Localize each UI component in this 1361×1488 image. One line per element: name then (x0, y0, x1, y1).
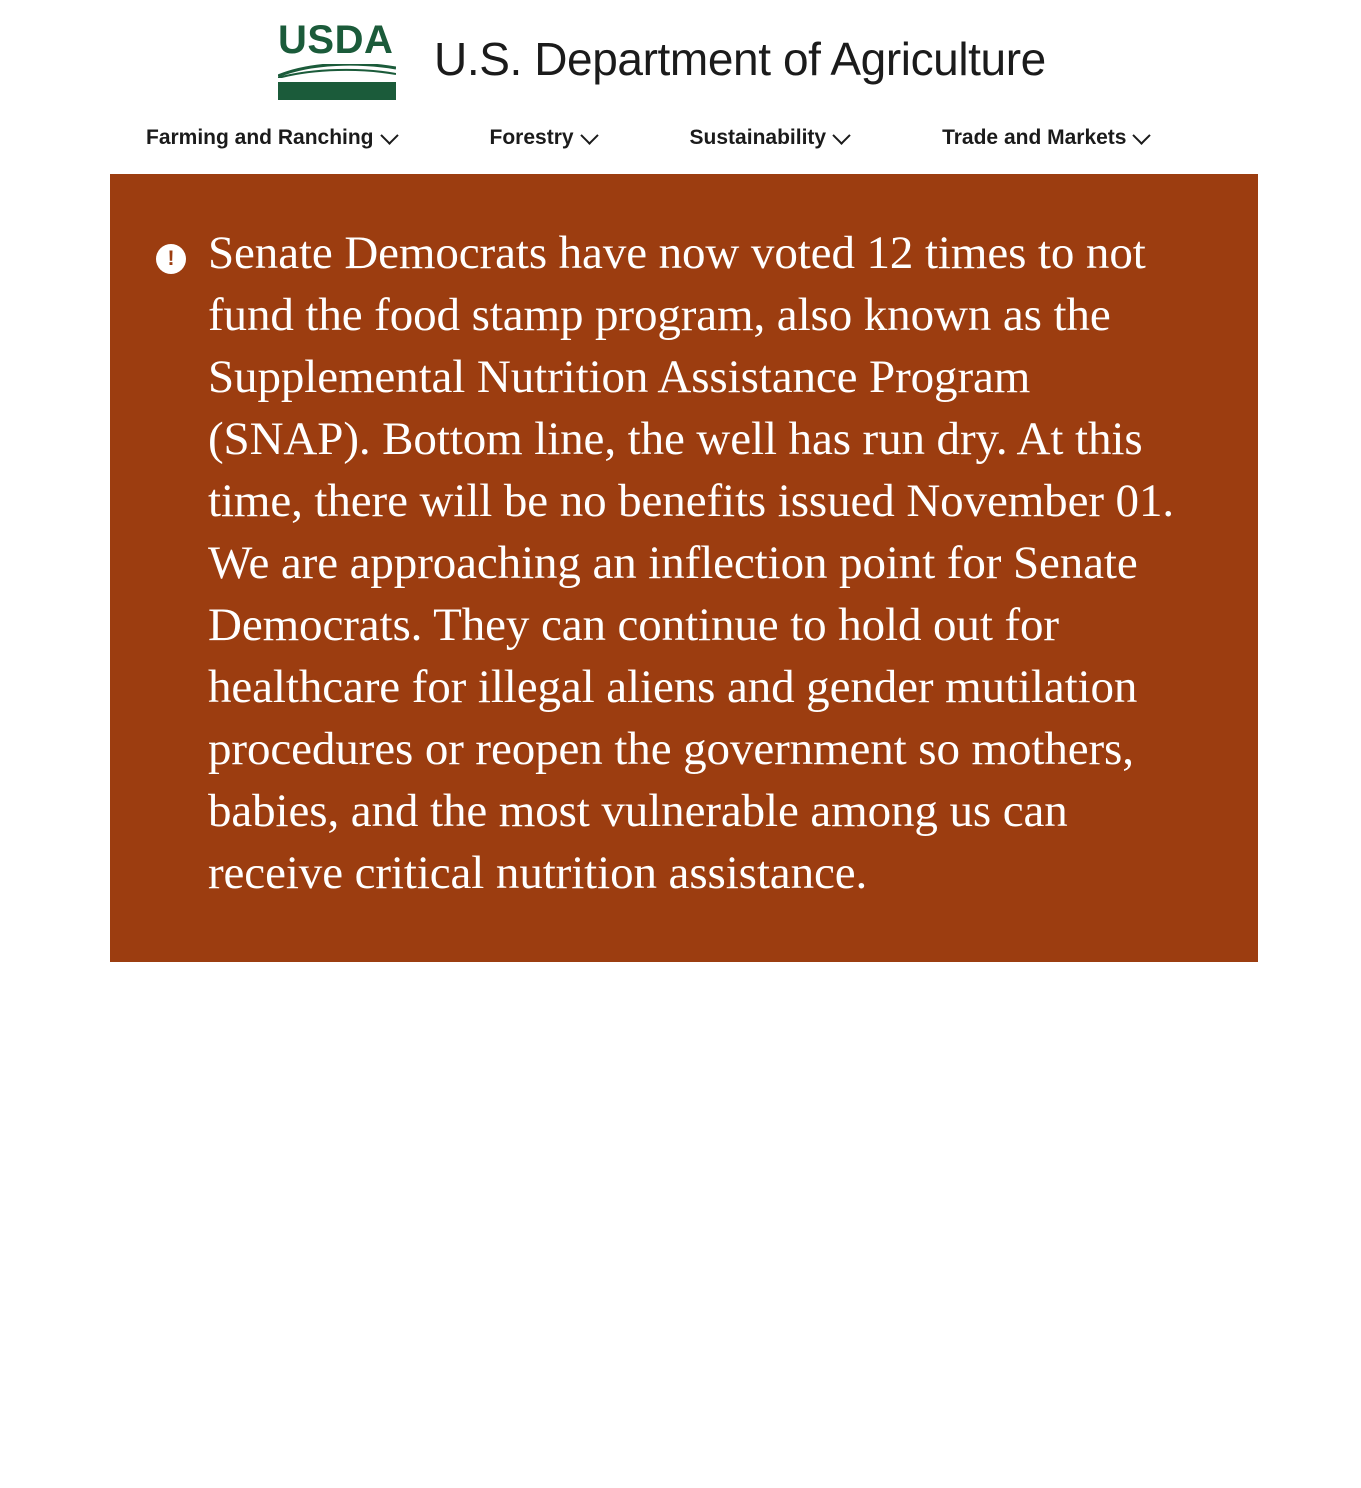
site-header (0, 0, 1361, 174)
usda-logo-bar (278, 82, 396, 100)
nav-item-sustainability[interactable] (690, 126, 849, 150)
nav-item-forestry[interactable] (490, 126, 596, 150)
usda-logo-icon[interactable] (276, 18, 400, 100)
nav-item-label: Trade and Markets (942, 126, 1127, 149)
nav-item-label: Forestry (489, 126, 574, 149)
usda-logo-wordmark: USDA (278, 18, 394, 62)
nav-item-farming-and-ranching[interactable] (146, 126, 396, 150)
nav-item-label: Farming and Ranching (146, 126, 374, 149)
chevron-down-icon (1133, 126, 1151, 144)
chevron-down-icon (832, 126, 850, 144)
page-title: U.S. Department of Agriculture (434, 33, 1046, 85)
nav-item-trade-and-markets[interactable] (942, 126, 1148, 150)
usda-logo-swoosh (278, 64, 396, 78)
chevron-down-icon (380, 126, 398, 144)
chevron-down-icon (580, 126, 598, 144)
exclamation-icon: ! (156, 244, 186, 274)
site-alert-banner (110, 174, 1258, 962)
alert-message: Senate Democrats have now voted 12 times to not fund the food stamp program, also known as the Supplemental Nutrition Assistance Program (SNAP). Bottom line, the well has run dry. At this time, there will be no benefits issued November 01. We are approaching an inflection point for Senate Democrats. They can continue to hold out for healthcare for illegal aliens and gender mutilation procedures or reopen the government so mothers, babies, and the most vulnerable among us can receive critical nutrition assistance. (208, 227, 1174, 900)
brand[interactable] (0, 18, 1361, 100)
nav-item-label: Sustainability (689, 126, 827, 149)
main-nav (0, 126, 1361, 174)
